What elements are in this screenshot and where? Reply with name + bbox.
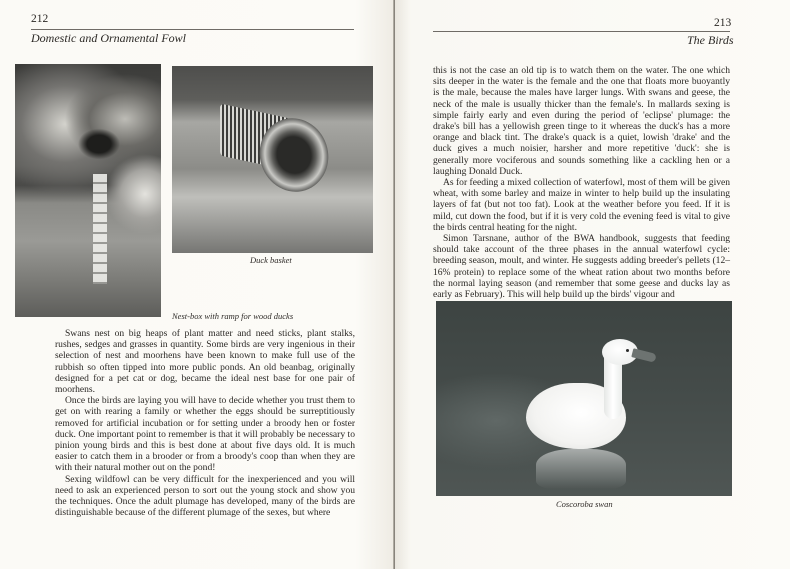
photo-coscoroba-swan bbox=[436, 301, 732, 496]
photo-duck-basket bbox=[172, 66, 373, 253]
nest-box-post bbox=[93, 174, 107, 284]
running-head-left: Domestic and Ornamental Fowl bbox=[31, 31, 186, 45]
paragraph: Once the birds are laying you will have to decide whether you trust them to get on with rearing a family or whether the eggs should be surreptitiously removed for artificial incubation or for setting under a broody hen or foster duck. One important point to remember is that it will probably be necessary to pinion young birds and this is best done at about five days old. It is much easier to catch them in a brooder or from a broody's coop than when they are with their natural mother out on the pond! bbox=[55, 395, 355, 474]
paragraph: As for feeding a mixed collection of waterfowl, most of them will be given wheat, with some barley and maize in winter to help build up the insulating layers of fat (but not too fat). Look at the weather before you feed. If it is mild, cut down the food, but if it is very cold the evening feed is vital to give the birds central heating for the night. bbox=[433, 177, 730, 233]
caption-nest-box: Nest-box with ramp for wood ducks bbox=[172, 311, 294, 321]
paragraph-continuation: this is not the case an old tip is to watch them on the water. The one which sits deeper in the water is the female and the one that floats more buoyantly is the male, because the males have larger lungs. With swans and geese, the neck of the male is usually thicker than the female's. In mallards sexing is simple fairly early and even during the period of 'eclipse' plumage: the drake's bill has a yellowish green tinge to it whereas the duck's has a more orange and black tint. The drake's quack is a quiet, lowish 'drake' and the duck gives a much noisier, harsher and more repetitive 'duck': she is generally more vociferous and sounds something like a cackling hen or a laughing Donald Duck. bbox=[433, 65, 730, 177]
page-number-left: 212 bbox=[31, 13, 49, 25]
page-number-right: 213 bbox=[714, 17, 732, 29]
swan-eye bbox=[626, 349, 629, 352]
right-body-text bbox=[433, 65, 730, 300]
paragraph: Sexing wildfowl can be very difficult for the inexperienced and you will need to ask an experienced person to sort out the young stock and show you the techniques. Once the adult plumage has developed, many of the birds are distinguishable because of the different plumage of the sexes, but where bbox=[55, 473, 355, 519]
swan-bill bbox=[631, 348, 656, 363]
running-head-right: The Birds bbox=[687, 33, 734, 47]
paragraph: Simon Tarsnane, author of the BWA handbook, suggests that feeding should take account of the three phases in the annual waterfowl cycle: breeding season, moult, and winter. He suggests adding breeder's pellets (12–16% protein) to replace some of the wheat ration about two months before the normal laying season (and remember that some geese and ducks lay as early as February). This will help build up the birds' vigour and bbox=[433, 233, 730, 301]
photo-nest-box bbox=[15, 64, 161, 317]
header-rule-left bbox=[31, 29, 354, 30]
swan-reflection bbox=[536, 449, 626, 489]
caption-coscoroba-swan: Coscoroba swan bbox=[556, 499, 613, 509]
paragraph: Swans nest on big heaps of plant matter and need sticks, plant stalks, rushes, sedges and grasses in quantity. Some birds are very ingenious in their selection of nest and moorhens have been known to make full use of the rubbish so often tipped into more public ponds. An old beanbag, originally designed for a pet cat or dog, became the ideal nest base for one pair of moorhens. bbox=[55, 328, 355, 396]
left-body-text bbox=[55, 328, 355, 518]
header-rule-right bbox=[433, 31, 730, 32]
caption-duck-basket: Duck basket bbox=[250, 255, 292, 265]
